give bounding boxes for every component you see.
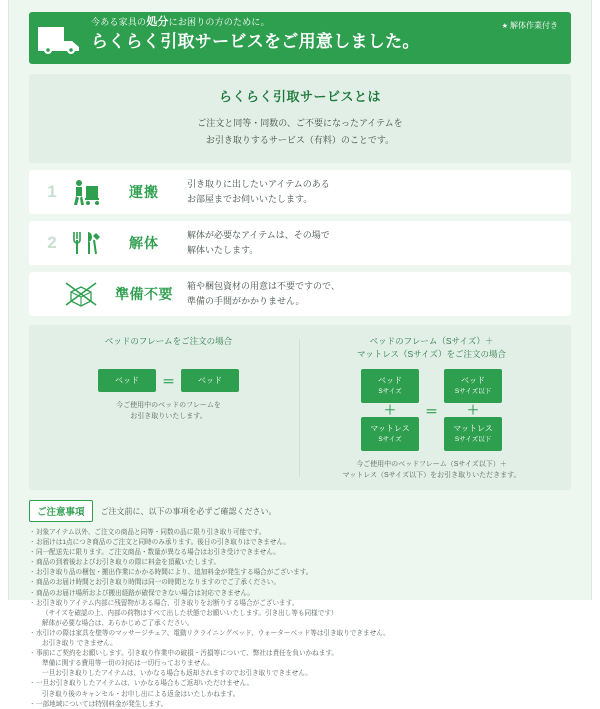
- example-right-chip-b-size: Sサイズ: [378, 436, 402, 443]
- banner-sub-prefix: 今ある家具の: [91, 17, 147, 27]
- notes-list-item: 解体が必要な場合は、あらかじめご了承ください。: [42, 619, 194, 627]
- example-right-pickup-stack: [444, 369, 502, 451]
- banner-badge: ★ 解体作業付き: [502, 20, 558, 31]
- example-right-order-stack: [361, 369, 419, 451]
- example-right-chip-c-name: ベッド: [461, 376, 485, 385]
- example-right-chip-b-name: マットレス: [370, 424, 410, 433]
- step-row-2: [29, 221, 571, 265]
- notes-section: [29, 500, 571, 709]
- notes-list-item: ・ 商品の到着後およびお引き取りの際に料金を頂戴いたします。: [29, 558, 571, 568]
- step-desc-1-line2: お部屋までお伺いいたします。: [187, 194, 313, 204]
- step-label-3: 準備不要: [115, 286, 173, 302]
- example-right-chip-d-size: Sサイズ以下: [454, 436, 492, 443]
- example-right-chip-a-size: Sサイズ: [378, 388, 402, 395]
- service-description-box: [29, 74, 571, 163]
- step-desc-2: [181, 228, 559, 258]
- banner-title: らくらく引取サービスをご用意しました。: [91, 32, 420, 51]
- example-right-chip-b: [361, 417, 419, 451]
- step-desc-1: [181, 177, 559, 207]
- example-left-note: [37, 400, 300, 422]
- banner-subtitle: [91, 17, 420, 28]
- step-label-1: 運搬: [129, 184, 159, 200]
- notes-list-item: 準備に関する費用等一切の対応は一切行っておりません。: [42, 660, 214, 668]
- notes-list-item: ・ 同一配送先に限ります。ご注文商品・数量が異なる場合はお引き受けできません。: [29, 548, 571, 558]
- service-description-line2: お引き取りするサービス（有料）のことです。: [205, 135, 395, 145]
- notes-list-item: ・ 一部地域については特別料金が発生します。: [29, 700, 571, 709]
- notes-list-item: ・ お引き取りアイテム内部に残留物がある場合、引き取りをお断りする場合がございます。: [29, 599, 571, 609]
- notes-list-item: 引き取り後のキャンセル・お申し出による返金はいたしかねます。: [42, 690, 240, 698]
- example-left-equals: ＝: [161, 374, 175, 389]
- step-desc-2-line2: 解体いたします。: [187, 245, 259, 255]
- example-left-note-line2: お引き取りいたします。: [130, 413, 207, 420]
- notes-list-item: ・ 水引けの際は家具を壁等のマッサージチェア、電動リクライニングベッド、ウォーターベッド等は引き取りできません。: [29, 629, 571, 639]
- example-case-left: [37, 335, 300, 481]
- example-left-row: [37, 369, 300, 392]
- step-desc-3: [181, 279, 559, 309]
- notes-list-item: ・ 一旦お引き取りしたアイテムは、いかなる場合もご返却いただけません。: [29, 679, 571, 689]
- example-right-chip-a-name: ベッド: [377, 376, 402, 385]
- notes-list-item: ・ お引き取り品の梱包・搬出作業にかかる時間により、追加料金が発生する場合がございます。: [29, 568, 571, 578]
- example-right-note-line2: マットレス（Sサイズ以下）をお引き取りいただきます。: [342, 472, 521, 479]
- example-right-plus-2: ＋: [466, 403, 479, 417]
- example-left-chip-a: ベッド: [98, 369, 156, 392]
- delivery-person-icon: [63, 178, 107, 206]
- example-right-plus-1: ＋: [383, 403, 396, 417]
- service-description-line1: ご注文と同等・同数の、ご不要になったアイテムを: [197, 118, 403, 128]
- notes-list-item: ・ 対象アイテム以外、ご注文の商品と同等・同数の品に限り引き取り可能です。: [29, 528, 571, 538]
- example-cases: [29, 325, 571, 490]
- notes-header: [29, 500, 571, 522]
- example-right-title-line2: マットレス（Sサイズ）をご注文の場合: [357, 349, 506, 359]
- banner-sub-suffix: にお困りの方のために。: [168, 17, 270, 27]
- service-banner: [29, 12, 571, 64]
- step-row-1: [29, 170, 571, 214]
- example-right-title: [300, 335, 563, 361]
- example-right-chip-a: [361, 369, 419, 403]
- step-number-1: 1: [47, 182, 57, 201]
- step-row-3: [29, 272, 571, 316]
- banner-text: [91, 17, 420, 52]
- example-right-note-line1: 今ご使用中のベッドフレーム（Sサイズ以下）＋: [356, 461, 507, 468]
- step-label-2: 解体: [129, 235, 159, 251]
- notes-lead: ご注文前に、以下の事項を必ずご確認ください。: [100, 506, 277, 516]
- step-desc-1-line1: 引き取りに出したいアイテムのある: [187, 179, 330, 189]
- example-right-chip-c: [444, 369, 502, 403]
- notes-title: ご注意事項: [29, 500, 93, 522]
- tools-icon: [63, 230, 107, 256]
- example-right-chip-c-size: Sサイズ以下: [454, 388, 492, 395]
- example-left-note-line1: 今ご使用中のベッドのフレームを: [116, 402, 221, 409]
- example-right-row: [300, 369, 563, 451]
- service-description-title: らくらく引取サービスとは: [218, 89, 381, 104]
- example-right-equals: ＝: [424, 403, 438, 419]
- notes-list: [29, 528, 571, 709]
- step-number-2: 2: [47, 233, 57, 252]
- example-left-title: ベッドのフレームをご注文の場合: [104, 336, 233, 346]
- example-right-chip-d-name: マットレス: [453, 424, 493, 433]
- example-left-chip-b: ベッド: [181, 369, 239, 392]
- leaflet-body: [9, 0, 591, 708]
- notes-list-item: ・ 商品のお届け場所および搬出経路が確保できない場合は対応できません。: [29, 589, 571, 599]
- notes-list-item: ・ 商品のお届け時間とお引き取り時間は同一の時間となりますのでご了承ください。: [29, 578, 571, 588]
- step-desc-3-line1: 箱や梱包資材の用意は不要ですので、: [187, 281, 340, 291]
- notes-list-item: ・ 事前にご契約をお願いします。引き取り作業中の破損・汚損等について、弊社は責任を負いかねます。: [29, 649, 571, 659]
- notes-list-item: （サイズを確認の上、内部の荷物はすべて出した状態でお願いいたします。引き出し等も同様です）: [42, 609, 338, 617]
- notes-list-item: 一旦お引き取りしたアイテムは、いかなる場合も返却されますのでお引き取りできません。: [42, 670, 312, 678]
- step-desc-3-line2: 準備の手間がかかりません。: [187, 296, 305, 306]
- notes-list-item: お引き取り できません。: [42, 640, 117, 648]
- example-right-title-line1: ベッドのフレーム（Sサイズ）＋: [369, 336, 494, 346]
- example-right-chip-d: [444, 417, 502, 451]
- right-rule: [591, 0, 592, 600]
- example-case-right: [300, 335, 563, 481]
- truck-icon: [36, 23, 84, 60]
- notes-list-item: ・ お届けは1点につき商品のご注文と同時のみ承ります。後日の引き取りはできません。: [29, 538, 571, 548]
- example-right-note: [300, 459, 563, 481]
- banner-sub-strong: 処分: [146, 16, 169, 28]
- no-box-icon: [63, 280, 107, 308]
- step-desc-2-line1: 解体が必要なアイテムは、その場で: [187, 230, 330, 240]
